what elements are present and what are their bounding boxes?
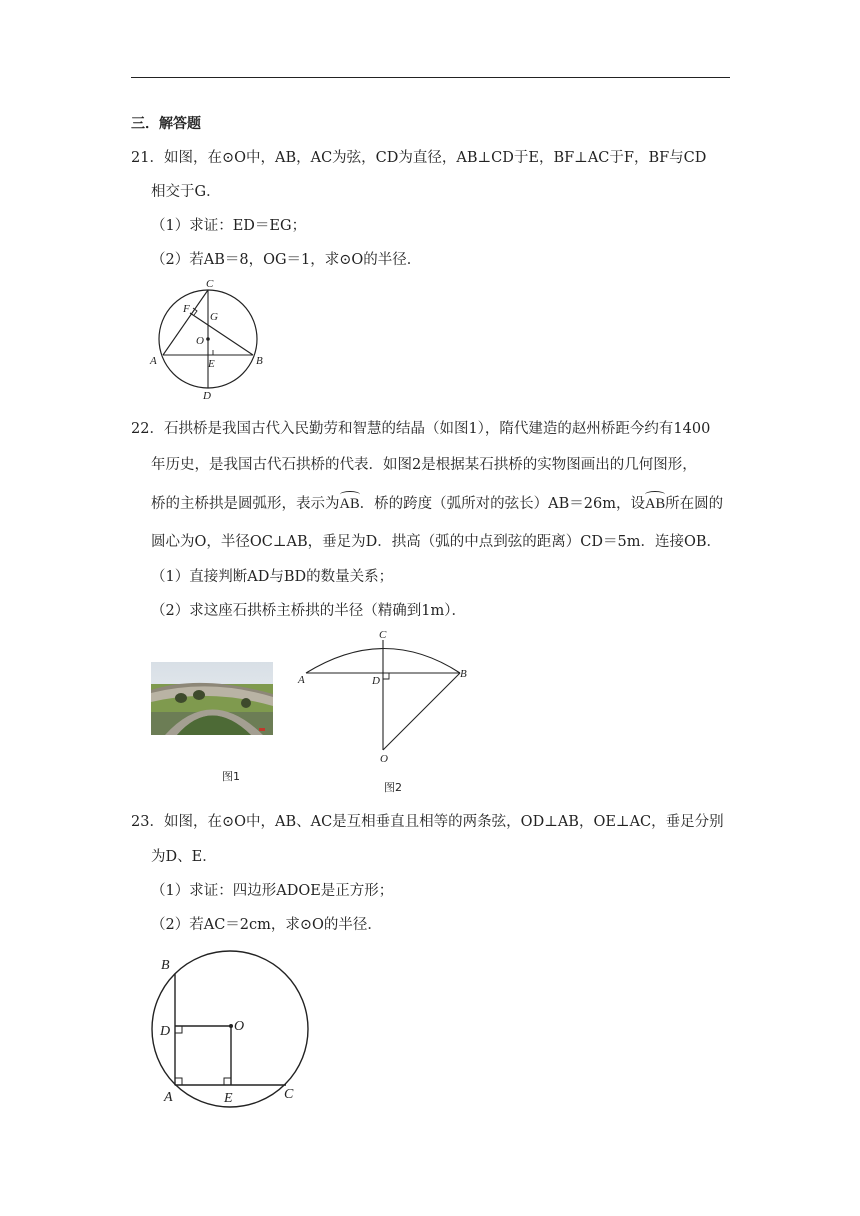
q22-line2: 年历史，是我国古代石拱桥的代表．如图2是根据某石拱桥的实物图画出的几何图形， (151, 457, 697, 473)
q23-right-angle-a (175, 1078, 182, 1085)
q23-label-e: E (224, 1091, 233, 1106)
q22-arc-ab-2: AB (644, 496, 666, 512)
header-rule (131, 77, 730, 78)
q23-figure (145, 950, 320, 1110)
q23-label-c: C (284, 1087, 294, 1102)
q22-line1: 22．石拱桥是我国古代入民勤劳和智慧的结晶（如图1），隋代建造的赵州桥距今约有1400 (131, 421, 711, 437)
section-title: 三．解答题 (131, 116, 201, 132)
q21-label-d: D (203, 390, 211, 402)
q22-segment-ob (383, 673, 460, 750)
q22-line3-c: 所在圆的 (665, 496, 724, 512)
q22-label-d: D (372, 675, 380, 687)
q22-line4: 圆心为O，半径OC⊥AB，垂足为D．拱高（弧的中点到弦的距离）CD＝5m．连接OB． (151, 534, 721, 550)
q21-label-b: B (256, 355, 263, 367)
q22-figure2 (295, 628, 475, 768)
q23-line2: 为D、E． (151, 849, 217, 865)
q23-right-angle-d (175, 1026, 182, 1033)
q21-right-angle-e (208, 350, 213, 355)
q23-line1: 23．如图，在⊙O中，AB、AC是互相垂直且相等的两条弦，OD⊥AB，OE⊥AC，垂足分别 (131, 814, 724, 830)
q22-sub2: （2）求这座石拱桥主桥拱的半径（精确到1m）． (151, 603, 466, 619)
q22-label-o: O (380, 753, 388, 765)
q23-label-d: D (160, 1024, 171, 1039)
q21-segment-bf (190, 313, 253, 355)
q21-sub2: （2）若AB＝8，OG＝1，求⊙O的半径． (151, 252, 422, 268)
q23-sub1: （1）求证：四边形ADOE是正方形； (151, 883, 394, 899)
q23-label-b: B (161, 958, 170, 973)
q21-label-a: A (150, 355, 157, 367)
bridge-photo (151, 662, 273, 735)
q23-right-angle-e (224, 1078, 231, 1085)
q23-center-dot (229, 1024, 233, 1028)
q21-center-dot (206, 337, 210, 341)
q22-right-angle-d (383, 673, 389, 679)
q21-label-g: G (210, 311, 218, 323)
q21-label-c: C (206, 278, 214, 290)
q22-line3-b: ．桥的跨度（弧所对的弦长）AB＝26m，设 (359, 496, 645, 512)
figure2-caption: 图2 (384, 781, 402, 794)
q21-figure (140, 276, 275, 404)
q21-line2: 相交于G． (151, 184, 221, 200)
q22-arc-ab-1: AB (339, 496, 360, 512)
q23-label-o: O (234, 1019, 245, 1034)
q21-label-o: O (196, 335, 204, 347)
q21-label-f: F (183, 303, 190, 315)
q23-sub2: （2）若AC＝2cm，求⊙O的半径． (151, 917, 382, 933)
figure1-caption: 图1 (222, 770, 240, 783)
q22-sub1: （1）直接判断AD与BD的数量关系； (151, 569, 394, 585)
q23-label-a: A (164, 1090, 173, 1105)
q21-label-e: E (208, 358, 215, 370)
q21-line1: 21．如图，在⊙O中，AB，AC为弦，CD为直径，AB⊥CD于E，BF⊥AC于F，BF与CD (131, 150, 707, 166)
q21-sub1: （1）求证：ED＝EG； (151, 218, 307, 234)
q22-label-b: B (460, 668, 467, 680)
q22-line3-a: 桥的主桥拱是圆弧形，表示为 (151, 496, 340, 512)
q22-line3 (151, 492, 723, 513)
q22-label-c: C (379, 629, 387, 641)
q22-label-a: A (298, 674, 305, 686)
